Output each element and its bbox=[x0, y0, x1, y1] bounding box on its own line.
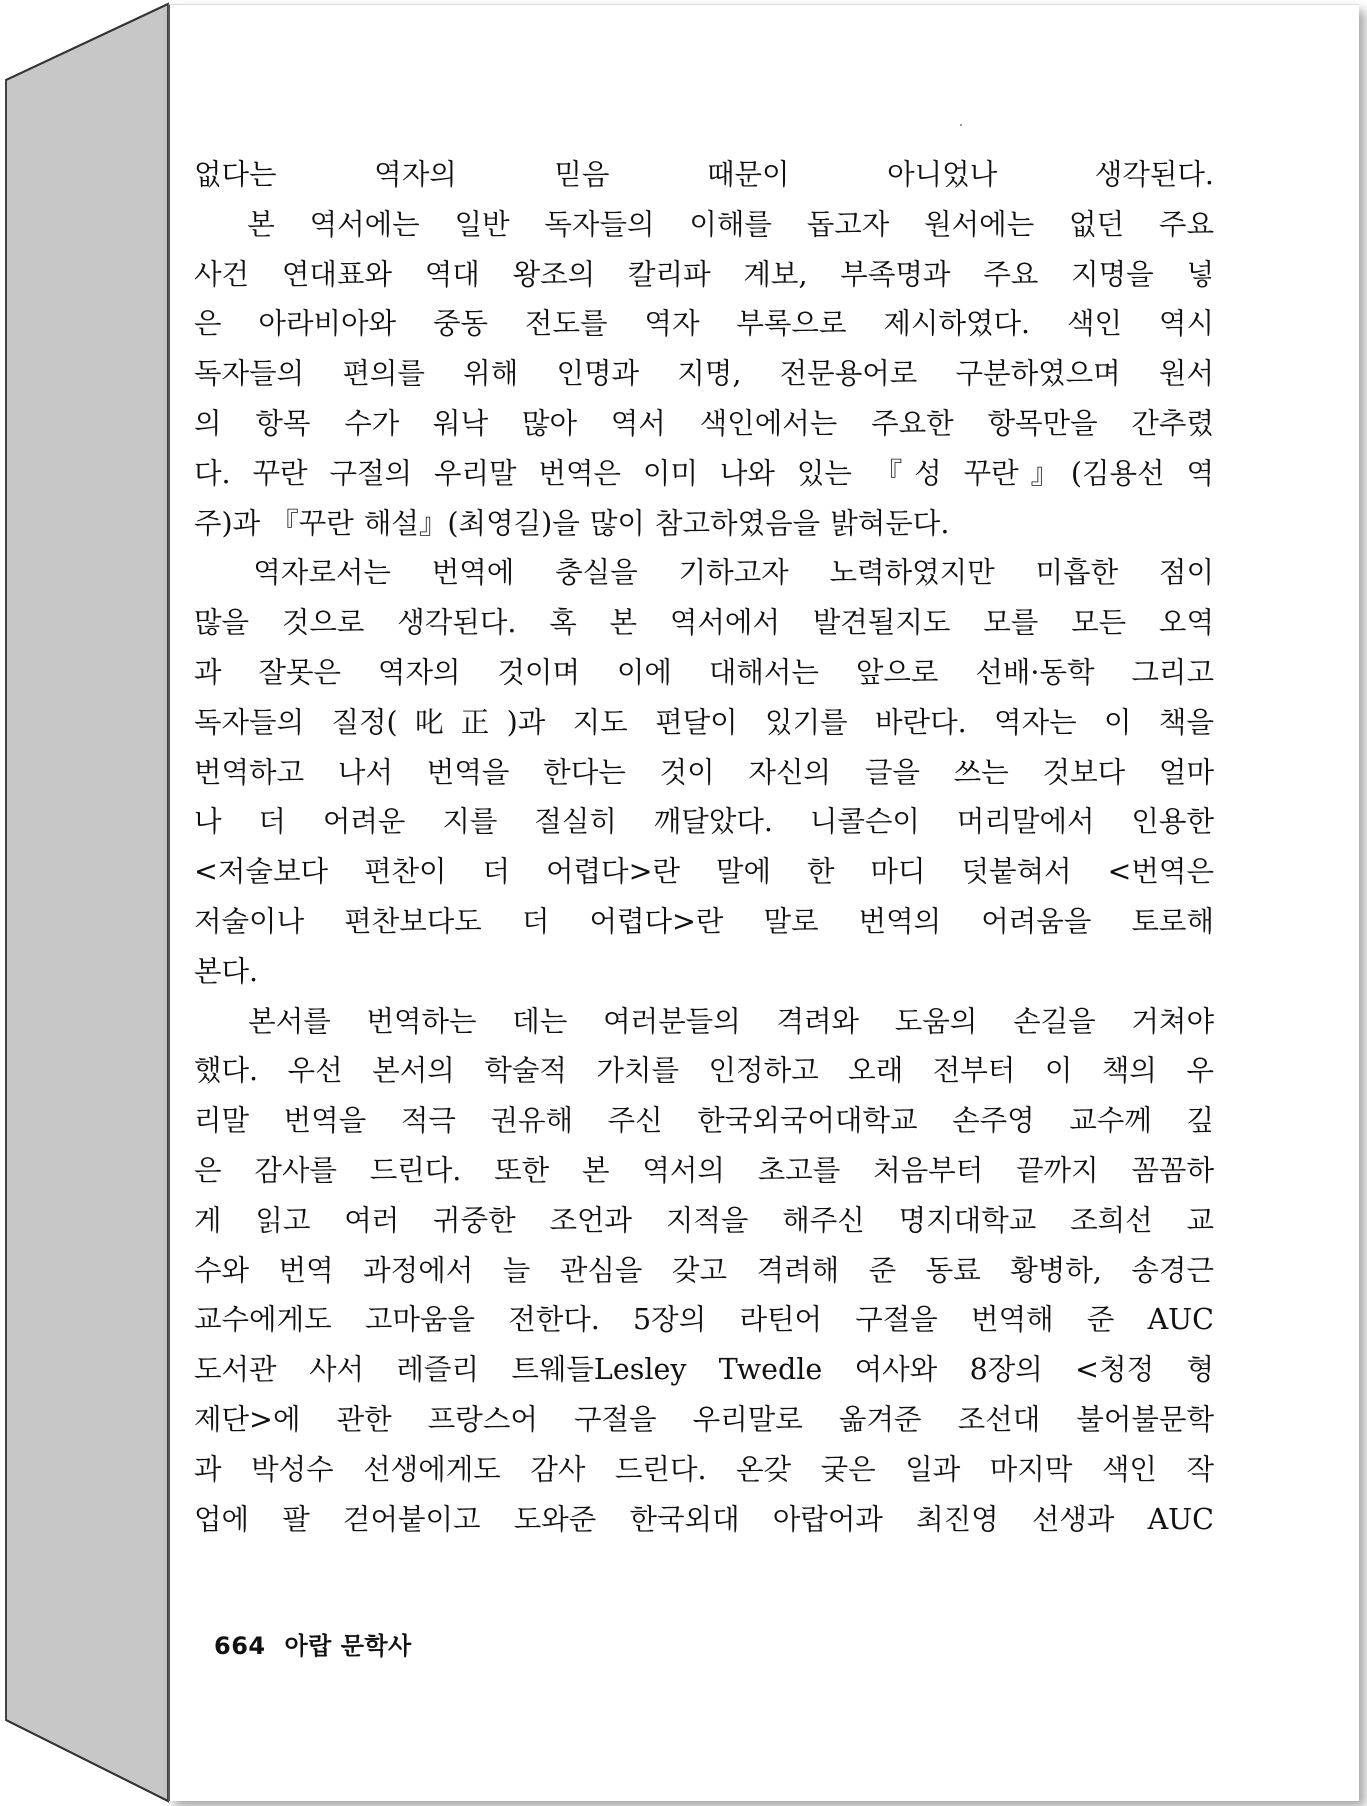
text-line: 없다는 역자의 믿음 때문이 아니었나 생각된다. bbox=[194, 158, 1214, 191]
text-line: 나 더 어려운 지를 절실히 깨달았다. 니콜슨이 머리말에서 인용한 bbox=[194, 805, 1214, 839]
text-line: 독자들의 질정(叱正)과 지도 편달이 있기를 바란다. 역자는 이 책을 bbox=[194, 705, 1214, 739]
running-title: 아랍 문학사 bbox=[284, 1632, 412, 1660]
text-line: 주)과 『꾸란 해설』(최영길)을 많이 참고하였음을 밝혀둔다. bbox=[194, 506, 950, 540]
text-line: 다. 꾸란 구절의 우리말 번역은 이미 나와 있는 『성 꾸란』(김용선 역 bbox=[194, 456, 1214, 490]
text-line: 은 감사를 드린다. 또한 본 역서의 초고를 처음부터 끝까지 꼼꼼하 bbox=[194, 1153, 1214, 1187]
text-line: 과 박성수 선생에게도 감사 드린다. 온갖 궂은 일과 마지막 색인 작 bbox=[194, 1452, 1214, 1486]
text-line: 도서관 사서 레즐리 트웨들Lesley Twedle 여사와 8장의 <청정 형 bbox=[194, 1353, 1214, 1387]
page-body-text bbox=[194, 150, 1214, 1544]
text-line: 번역하고 나서 번역을 한다는 것이 자신의 글을 쓰는 것보다 얼마 bbox=[194, 755, 1214, 789]
text-line: 역자로서는 번역에 충실을 기하고자 노력하였지만 미흡한 점이 bbox=[194, 556, 1214, 590]
text-line: 했다. 우선 본서의 학술적 가치를 인정하고 오래 전부터 이 책의 우 bbox=[194, 1054, 1214, 1088]
page-number: 664 bbox=[214, 1632, 266, 1660]
text-line: 사건 연대표와 역대 왕조의 칼리파 계보, 부족명과 주요 지명을 넣 bbox=[194, 257, 1214, 291]
text-line: 저술이나 편찬보다도 더 어렵다>란 말로 번역의 어려움을 토로해 bbox=[194, 904, 1214, 938]
text-line: 많을 것으로 생각된다. 혹 본 역서에서 발견될지도 모를 모든 오역 bbox=[194, 606, 1214, 640]
text-line: 과 잘못은 역자의 것이며 이에 대해서는 앞으로 선배·동학 그리고 bbox=[194, 655, 1214, 689]
text-line: 본 역서에는 일반 독자들의 이해를 돕고자 원서에는 없던 주요 bbox=[194, 207, 1214, 241]
text-line: 의 항목 수가 워낙 많아 역서 색인에서는 주요한 항목만을 간추렸 bbox=[194, 406, 1214, 440]
text-line: 업에 팔 걷어붙이고 도와준 한국외대 아랍어과 최진영 선생과 AUC bbox=[194, 1502, 1214, 1536]
page-footer bbox=[214, 1626, 412, 1661]
text-line: 게 읽고 여러 귀중한 조언과 지적을 해주신 명지대학교 조희선 교 bbox=[194, 1203, 1214, 1237]
scan-speck bbox=[960, 124, 962, 126]
text-line: 본서를 번역하는 데는 여러분들의 격려와 도움의 손길을 거쳐야 bbox=[194, 1004, 1214, 1038]
text-line: 리말 번역을 적극 권유해 주신 한국외국어대학교 손주영 교수께 깊 bbox=[194, 1104, 1214, 1138]
text-line: 수와 번역 과정에서 늘 관심을 갖고 격려해 준 동료 황병하, 송경근 bbox=[194, 1253, 1214, 1287]
text-line: 교수에게도 고마움을 전한다. 5장의 라틴어 구절을 번역해 준 AUC bbox=[194, 1303, 1214, 1337]
text-line: 은 아라비아와 중동 전도를 역자 부록으로 제시하였다. 색인 역시 bbox=[194, 307, 1214, 341]
text-line: 독자들의 편의를 위해 인명과 지명, 전문용어로 구분하였으며 원서 bbox=[194, 357, 1214, 391]
text-line: 본다. bbox=[194, 954, 259, 988]
text-line: <저술보다 편찬이 더 어렵다>란 말에 한 마디 덧붙혀서 <번역은 bbox=[194, 855, 1214, 889]
text-line: 제단>에 관한 프랑스어 구절을 우리말로 옮겨준 조선대 불어불문학 bbox=[194, 1402, 1214, 1436]
